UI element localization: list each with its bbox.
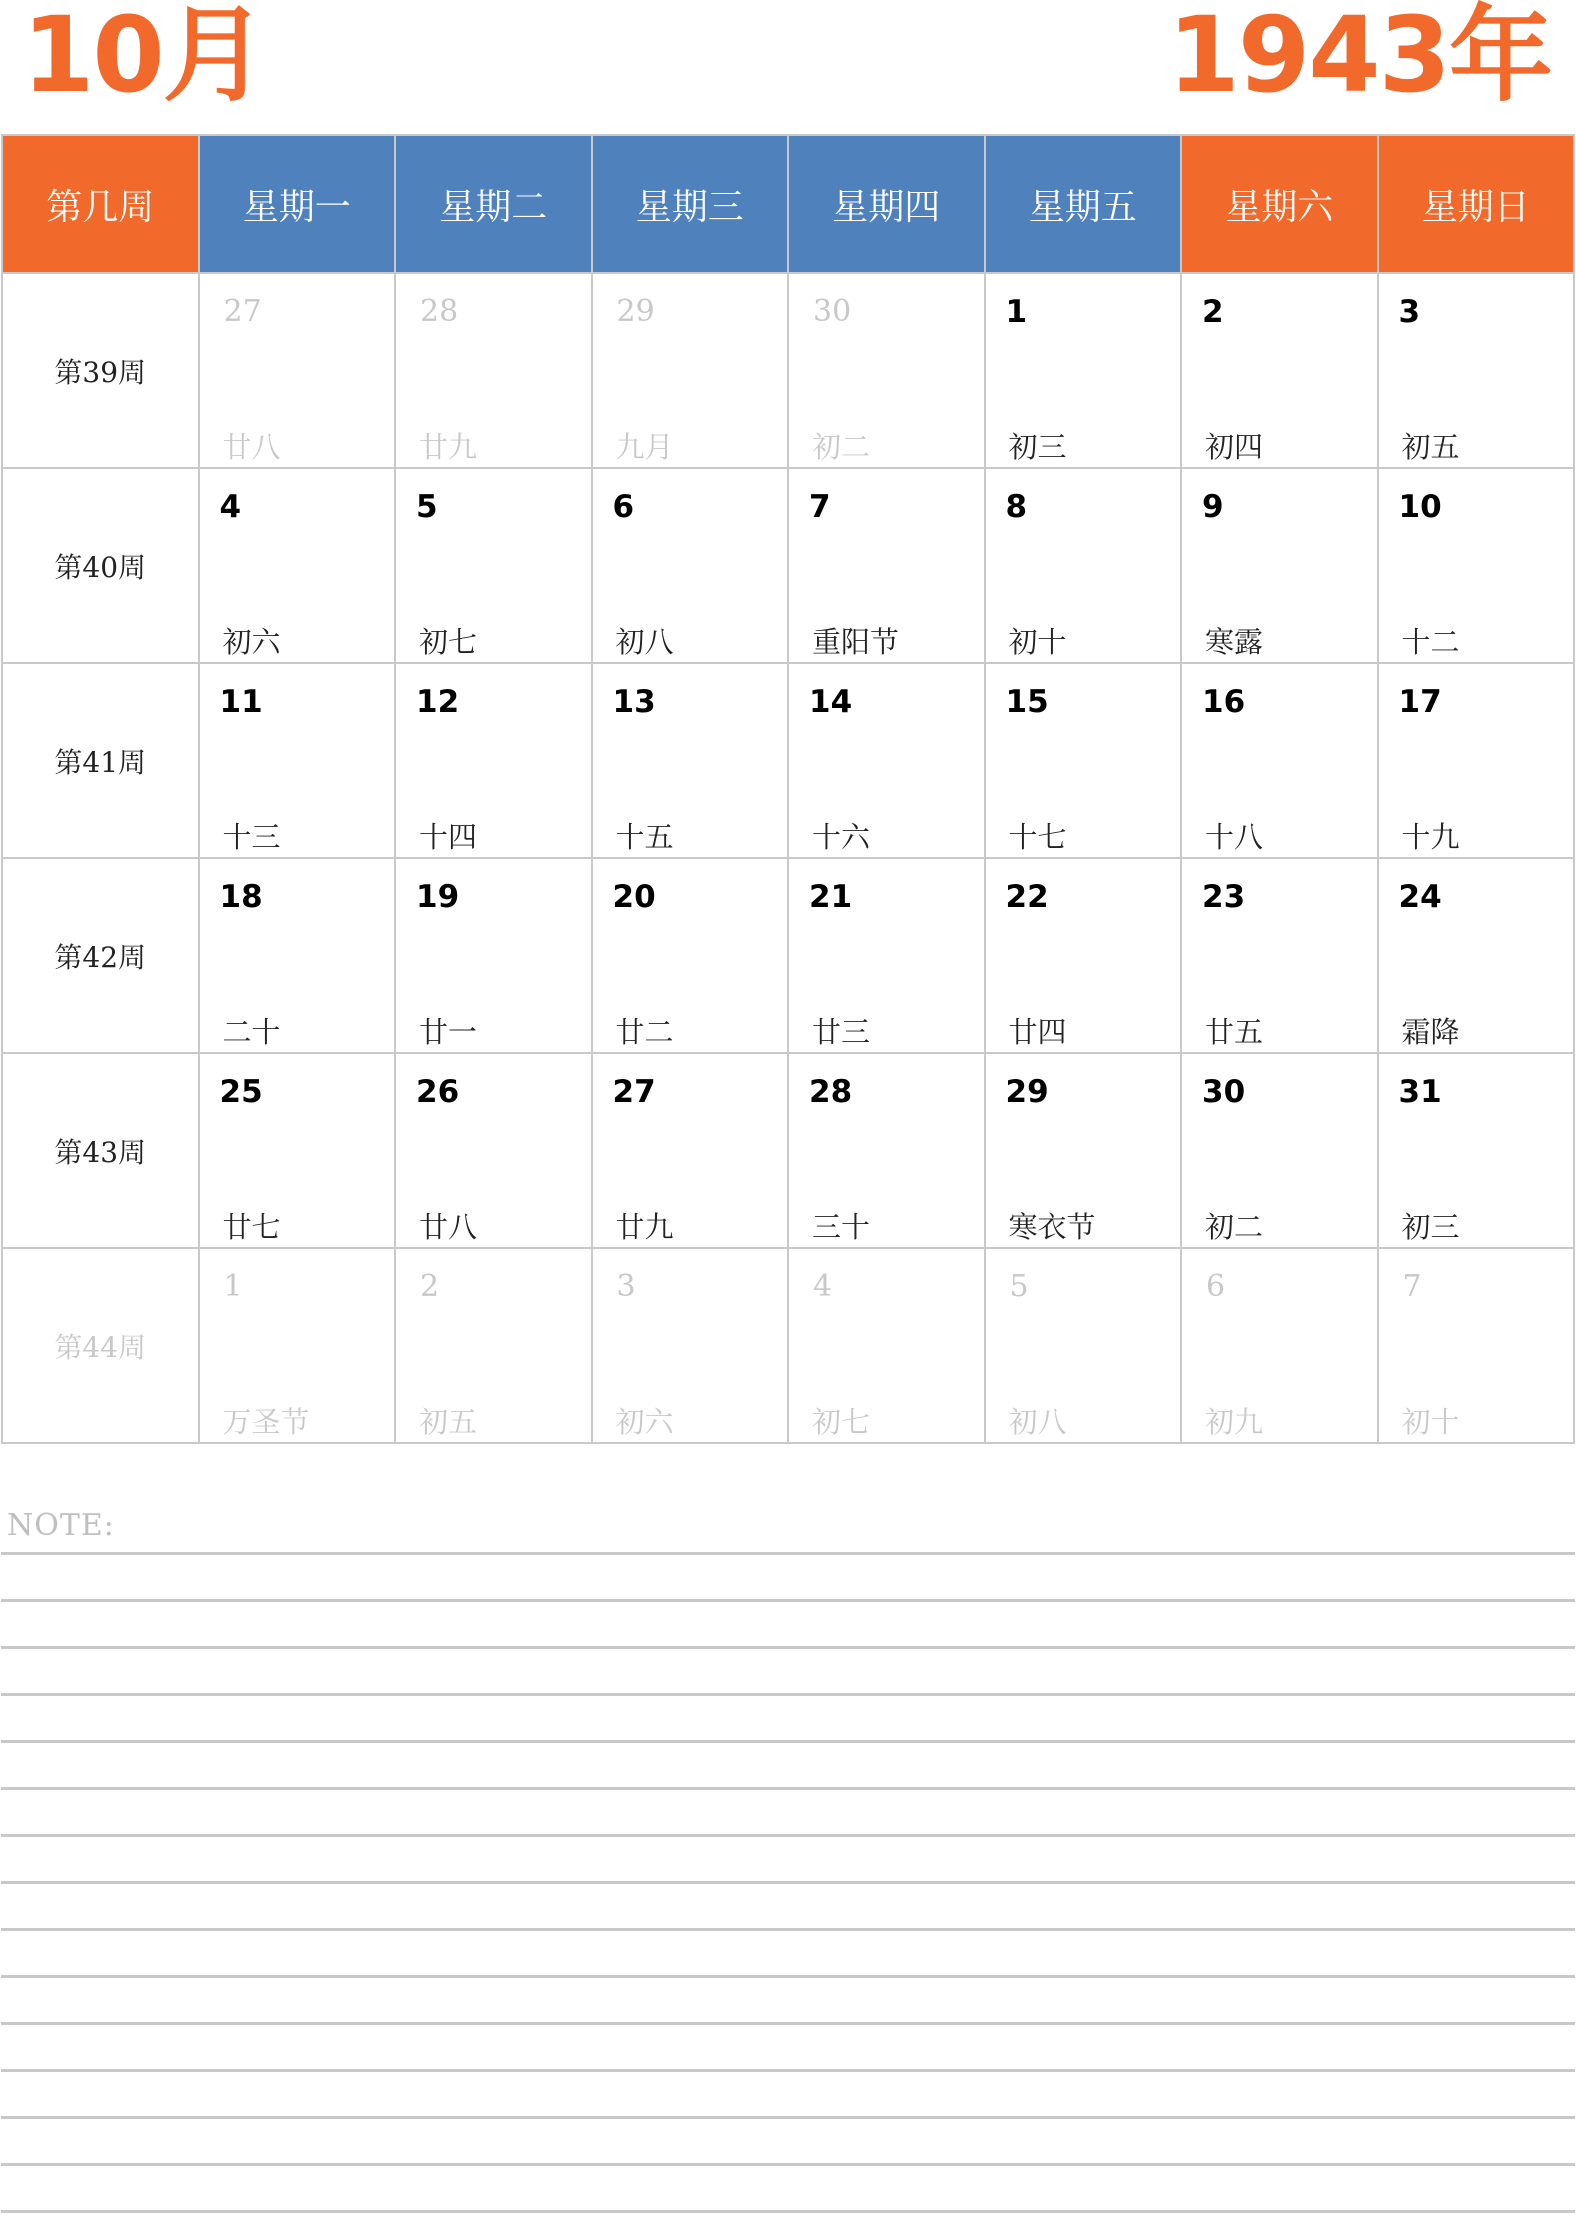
day-cell[interactable] [592, 1053, 789, 1248]
lunar-date: 初四 [1205, 430, 1264, 464]
day-cell[interactable] [1181, 663, 1378, 858]
day-number: 28 [809, 1074, 853, 1110]
day-cell[interactable] [788, 1053, 985, 1248]
day-cell[interactable] [395, 663, 592, 858]
day-number: 7 [1402, 1269, 1422, 1304]
lunar-date: 初二 [1205, 1210, 1264, 1244]
day-number: 11 [219, 684, 263, 720]
lunar-date: 十五 [615, 820, 674, 854]
weekday-header: 星期二 [395, 135, 592, 273]
lunar-date: 廿八 [222, 430, 281, 464]
lunar-date: 廿一 [419, 1015, 478, 1049]
lunar-date: 初二 [812, 430, 871, 464]
day-cell[interactable] [788, 468, 985, 663]
note-line[interactable] [1, 1552, 1575, 1555]
day-number: 3 [1398, 294, 1421, 330]
week-row [2, 1248, 1574, 1443]
weekday-header: 星期六 [1181, 135, 1378, 273]
day-number: 30 [1202, 1074, 1246, 1110]
day-cell-adjacent-month[interactable] [788, 273, 985, 468]
week-row [2, 468, 1574, 663]
note-line[interactable] [1, 1881, 1575, 1884]
day-cell-adjacent-month[interactable] [395, 1248, 592, 1443]
weekday-header: 星期日 [1378, 135, 1575, 273]
day-number: 13 [612, 684, 656, 720]
lunar-date: 廿七 [222, 1210, 281, 1244]
lunar-date: 初六 [222, 625, 281, 659]
month-title: 10月 [22, 0, 265, 116]
lunar-date: 廿三 [812, 1015, 871, 1049]
lunar-date: 初十 [1008, 625, 1067, 659]
day-number: 16 [1202, 684, 1246, 720]
lunar-date: 初八 [1008, 1405, 1067, 1439]
lunar-date: 廿四 [1008, 1015, 1067, 1049]
day-cell[interactable] [199, 468, 396, 663]
day-number: 30 [813, 294, 852, 329]
day-number: 10 [1398, 489, 1442, 525]
lunar-date: 廿八 [419, 1210, 478, 1244]
lunar-date: 初九 [1205, 1405, 1264, 1439]
day-cell[interactable] [985, 663, 1182, 858]
day-number: 7 [809, 489, 831, 525]
lunar-date: 初十 [1401, 1405, 1460, 1439]
day-cell[interactable] [1378, 663, 1575, 858]
calendar-grid [1, 134, 1575, 1444]
day-cell[interactable] [985, 858, 1182, 1053]
lunar-date: 重阳节 [812, 625, 900, 659]
day-number: 24 [1398, 879, 1442, 915]
day-cell[interactable] [1378, 273, 1575, 468]
day-number: 26 [416, 1074, 460, 1110]
note-line[interactable] [1, 1646, 1575, 1649]
day-cell[interactable] [788, 858, 985, 1053]
day-cell-adjacent-month[interactable] [1181, 1248, 1378, 1443]
note-line[interactable] [1, 2210, 1575, 2213]
day-cell-adjacent-month[interactable] [592, 273, 789, 468]
day-cell[interactable] [1378, 468, 1575, 663]
lunar-date: 初五 [1401, 430, 1460, 464]
day-cell[interactable] [1181, 858, 1378, 1053]
day-cell[interactable] [1181, 468, 1378, 663]
day-cell[interactable] [395, 468, 592, 663]
notes-label: NOTE: [7, 1508, 115, 1543]
lunar-date: 初八 [615, 625, 674, 659]
note-line[interactable] [1, 2163, 1575, 2166]
day-number: 14 [809, 684, 853, 720]
lunar-date: 初三 [1401, 1210, 1460, 1244]
day-cell[interactable] [985, 1053, 1182, 1248]
day-number: 1 [1005, 294, 1028, 330]
day-cell[interactable] [199, 858, 396, 1053]
day-number: 6 [1206, 1269, 1226, 1304]
lunar-date: 万圣节 [222, 1405, 310, 1439]
week-number-cell: 第40周 [2, 468, 199, 663]
week-row [2, 663, 1574, 858]
day-number: 4 [219, 489, 242, 525]
day-number: 22 [1005, 879, 1049, 915]
day-cell[interactable] [985, 273, 1182, 468]
day-number: 2 [1202, 294, 1224, 330]
day-number: 31 [1398, 1074, 1442, 1110]
week-row [2, 273, 1574, 468]
lunar-date: 十六 [812, 820, 871, 854]
note-line[interactable] [1, 1928, 1575, 1931]
note-line[interactable] [1, 1787, 1575, 1790]
lunar-date: 廿五 [1205, 1015, 1264, 1049]
day-cell[interactable] [1378, 858, 1575, 1053]
lunar-date: 十八 [1205, 820, 1264, 854]
note-line[interactable] [1, 2116, 1575, 2119]
day-cell-adjacent-month[interactable] [1378, 1248, 1575, 1443]
note-line[interactable] [1, 2069, 1575, 2072]
week-number-header: 第几周 [2, 135, 199, 273]
note-line[interactable] [1, 1599, 1575, 1602]
lunar-date: 十三 [222, 820, 281, 854]
day-cell[interactable] [592, 858, 789, 1053]
calendar-body [2, 273, 1574, 1443]
lunar-date: 二十 [222, 1015, 281, 1049]
day-cell[interactable] [592, 468, 789, 663]
lunar-date: 初五 [419, 1405, 478, 1439]
week-number-cell: 第43周 [2, 1053, 199, 1248]
lunar-date: 九月 [615, 430, 674, 464]
weekday-header: 星期四 [788, 135, 985, 273]
day-number: 29 [616, 294, 655, 329]
lunar-date: 廿九 [419, 430, 478, 464]
weekday-header-row [2, 135, 1574, 273]
note-line[interactable] [1, 1693, 1575, 1696]
note-line[interactable] [1, 2022, 1575, 2025]
day-number: 25 [219, 1074, 263, 1110]
day-cell-adjacent-month[interactable] [199, 273, 396, 468]
lunar-date: 十九 [1401, 820, 1460, 854]
week-number-cell: 第42周 [2, 858, 199, 1053]
lunar-date: 初七 [812, 1405, 871, 1439]
note-line[interactable] [1, 1975, 1575, 1978]
day-number: 4 [813, 1269, 833, 1304]
day-number: 28 [420, 294, 459, 329]
day-cell[interactable] [395, 858, 592, 1053]
day-number: 27 [612, 1074, 656, 1110]
lunar-date: 廿九 [615, 1210, 674, 1244]
day-number: 29 [1005, 1074, 1049, 1110]
week-number-cell: 第41周 [2, 663, 199, 858]
day-cell-adjacent-month[interactable] [199, 1248, 396, 1443]
lunar-date: 十二 [1401, 625, 1460, 659]
day-number: 12 [416, 684, 460, 720]
day-number: 3 [616, 1269, 636, 1304]
day-number: 19 [416, 879, 460, 915]
year-title: 1943年 [1167, 0, 1551, 116]
weekday-header: 星期三 [592, 135, 789, 273]
day-number: 6 [612, 489, 635, 525]
day-cell-adjacent-month[interactable] [395, 273, 592, 468]
weekday-header: 星期五 [985, 135, 1182, 273]
day-cell[interactable] [788, 663, 985, 858]
note-line[interactable] [1, 1834, 1575, 1837]
week-row [2, 1053, 1574, 1248]
lunar-date: 霜降 [1401, 1015, 1460, 1049]
lunar-date: 寒露 [1205, 625, 1264, 659]
day-number: 17 [1398, 684, 1442, 720]
lunar-date: 廿二 [615, 1015, 674, 1049]
lunar-date: 十四 [419, 820, 478, 854]
day-cell[interactable] [395, 1053, 592, 1248]
day-cell-adjacent-month[interactable] [788, 1248, 985, 1443]
day-cell-adjacent-month[interactable] [592, 1248, 789, 1443]
weekday-header: 星期一 [199, 135, 396, 273]
day-number: 5 [416, 489, 438, 525]
note-line[interactable] [1, 1740, 1575, 1743]
day-number: 2 [420, 1269, 440, 1304]
day-cell[interactable] [1378, 1053, 1575, 1248]
day-number: 18 [219, 879, 263, 915]
lunar-date: 初六 [615, 1405, 674, 1439]
lunar-date: 寒衣节 [1008, 1210, 1096, 1244]
week-number-cell: 第44周 [2, 1248, 199, 1443]
day-cell[interactable] [1181, 1053, 1378, 1248]
lunar-date: 十七 [1008, 820, 1067, 854]
day-number: 21 [809, 879, 853, 915]
day-number: 20 [612, 879, 656, 915]
day-cell[interactable] [199, 663, 396, 858]
day-cell[interactable] [592, 663, 789, 858]
day-cell[interactable] [985, 468, 1182, 663]
day-number: 8 [1005, 489, 1028, 525]
day-number: 27 [223, 294, 262, 329]
lunar-date: 初三 [1008, 430, 1067, 464]
lunar-date: 初七 [419, 625, 478, 659]
day-cell[interactable] [1181, 273, 1378, 468]
day-number: 15 [1005, 684, 1049, 720]
day-number: 23 [1202, 879, 1246, 915]
day-cell-adjacent-month[interactable] [985, 1248, 1182, 1443]
calendar-header [2, 135, 1574, 273]
day-cell[interactable] [199, 1053, 396, 1248]
week-row [2, 858, 1574, 1053]
day-number: 1 [223, 1269, 243, 1304]
lunar-date: 三十 [812, 1210, 871, 1244]
week-number-cell: 第39周 [2, 273, 199, 468]
day-number: 5 [1009, 1269, 1029, 1304]
day-number: 9 [1202, 489, 1224, 525]
